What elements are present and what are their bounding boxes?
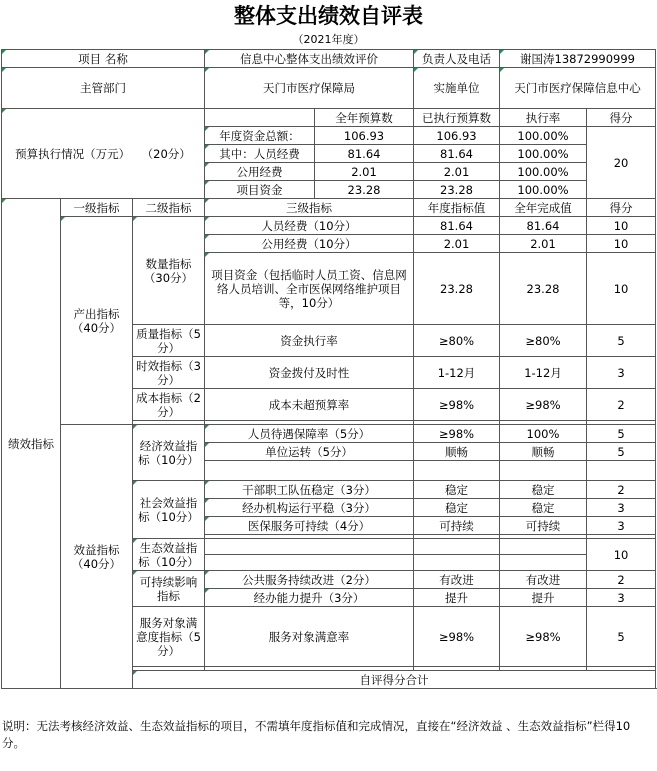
empty-cell (414, 539, 500, 555)
eco-indicator-label: 生态效益指标（10分） (133, 539, 205, 571)
evaluation-table (1, 49, 656, 689)
indicator-actual: 81.64 (500, 217, 587, 235)
indicator-actual: 1-12月 (500, 357, 587, 389)
empty-cell (500, 461, 587, 481)
indicator-actual: ≥98% (500, 607, 587, 667)
indicator-target: 81.64 (414, 217, 500, 235)
budget-score: 20 (587, 127, 656, 199)
budget-executed: 81.64 (414, 145, 500, 163)
indicator-actual: 稳定 (500, 481, 587, 499)
satisfaction-indicator-label: 服务对象满意度指标（5分） (133, 607, 205, 667)
col-header-rate: 执行率 (500, 109, 587, 127)
project-name-label: 项目 名称 (2, 50, 205, 68)
indicator-actual: 23.28 (500, 253, 587, 325)
table-row (2, 199, 656, 217)
indicator-score: 10 (587, 253, 656, 325)
indicator-target: 有改进 (414, 571, 500, 589)
indicator-target: ≥98% (414, 607, 500, 667)
col-header-level2: 二级指标 (133, 199, 205, 217)
indicator-target: ≥80% (414, 325, 500, 357)
indicator-target: ≥98% (414, 389, 500, 421)
col-header-total: 全年预算数 (315, 109, 414, 127)
indicator-score: 3 (587, 499, 656, 517)
budget-row-label: 公用经费 (205, 163, 315, 181)
indicator-name: 公共服务持续改进（2分） (205, 571, 414, 589)
indicator-name: 医保服务可持续（4分） (205, 517, 414, 535)
budget-rate: 100.00% (500, 127, 587, 145)
economic-indicator-label: 经济效益指标（10分） (133, 425, 205, 481)
effect-indicator-label: 效益指标（40分） (61, 425, 133, 689)
table-row (2, 50, 656, 68)
budget-executed: 2.01 (414, 163, 500, 181)
budget-executed: 23.28 (414, 181, 500, 199)
report-year: （2021年度） (292, 33, 365, 46)
quantity-indicator-label: 数量指标（30分） (133, 217, 205, 325)
perf-label: 绩效指标 (2, 199, 61, 689)
budget-rate: 100.00% (500, 163, 587, 181)
indicator-name: 资金执行率 (205, 325, 414, 357)
contact-value: 谢国涛13872990999 (500, 50, 656, 68)
indicator-name: 公用经费（10分） (205, 235, 414, 253)
quality-indicator-label: 质量指标（5分） (133, 325, 205, 357)
indicator-score: 2 (587, 571, 656, 589)
indicator-name: 服务对象满意率 (205, 607, 414, 667)
indicator-target: 23.28 (414, 253, 500, 325)
sustain-indicator-label: 可持续影响指标 (133, 571, 205, 607)
empty-cell (587, 461, 656, 481)
indicator-name: 资金拨付及时性 (205, 357, 414, 389)
table-row (2, 109, 656, 127)
indicator-target: 1-12月 (414, 357, 500, 389)
table-row (2, 68, 656, 109)
indicator-target: 稳定 (414, 499, 500, 517)
indicator-name: 成本未超预算率 (205, 389, 414, 421)
col-header-score: 得分 (587, 199, 656, 217)
note-text: 说明：无法考核经济效益、生态效益指标的项目，不需填年度指标值和完成情况，直接在“经济效益 、生态效益指标”栏得10分。 (2, 719, 631, 750)
indicator-score: 5 (587, 325, 656, 357)
table-row (2, 217, 656, 235)
indicator-actual: 2.01 (500, 235, 587, 253)
indicator-name: 单位运转（5分） (205, 443, 414, 461)
indicator-score: 5 (587, 443, 656, 461)
empty-cell (205, 555, 414, 571)
dept-label: 主管部门 (2, 68, 205, 109)
indicator-score: 2 (587, 481, 656, 499)
budget-executed: 106.93 (414, 127, 500, 145)
indicator-score: 3 (587, 517, 656, 535)
indicator-actual: 有改进 (500, 571, 587, 589)
indicator-name: 干部职工队伍稳定（3分） (205, 481, 414, 499)
indicator-name: 人员经费（10分） (205, 217, 414, 235)
impl-label: 实施单位 (414, 68, 500, 109)
empty-cell (414, 461, 500, 481)
indicator-score: 10 (587, 217, 656, 235)
indicator-score: 10 (587, 235, 656, 253)
timeliness-indicator-label: 时效指标（3分） (133, 357, 205, 389)
budget-row-label: 年度资金总额： (205, 127, 315, 145)
table-row (2, 425, 656, 443)
cost-indicator-label: 成本指标（2分） (133, 389, 205, 421)
empty-cell (205, 539, 414, 555)
col-header-actual: 全年完成值 (500, 199, 587, 217)
col-header-target: 年度指标值 (414, 199, 500, 217)
page-title: 整体支出绩效自评表 (234, 3, 423, 28)
indicator-actual: 100% (500, 425, 587, 443)
indicator-score: 5 (587, 425, 656, 443)
indicator-score: 5 (587, 607, 656, 667)
budget-total: 106.93 (315, 127, 414, 145)
budget-rate: 100.00% (500, 145, 587, 163)
indicator-actual: ≥80% (500, 325, 587, 357)
eco-score: 10 (587, 539, 656, 571)
indicator-name: 经办机构运行平稳（3分） (205, 499, 414, 517)
contact-label: 负责人及电话 (414, 50, 500, 68)
indicator-target: 稳定 (414, 481, 500, 499)
empty-cell (414, 555, 500, 571)
output-indicator-label: 产出指标（40分） (61, 217, 133, 425)
indicator-actual: 稳定 (500, 499, 587, 517)
col-header-score: 得分 (587, 109, 656, 127)
total-label: 自评得分合计 (133, 671, 656, 689)
col-header-level1: 一级指标 (61, 199, 133, 217)
budget-total: 81.64 (315, 145, 414, 163)
empty-cell (500, 539, 587, 555)
col-header-executed: 已执行预算数 (414, 109, 500, 127)
budget-row-label: 项目资金 (205, 181, 315, 199)
social-indicator-label: 社会效益指标（10分） (133, 481, 205, 539)
indicator-target: 可持续 (414, 517, 500, 535)
budget-label: 预算执行情况（万元） （20分） (2, 109, 205, 199)
empty-cell (205, 461, 414, 481)
empty-cell (500, 555, 587, 571)
impl-value: 天门市医疗保障信息中心 (500, 68, 656, 109)
indicator-target: 2.01 (414, 235, 500, 253)
indicator-name: 项目资金（包括临时人员工资、信息网络人员培训、全市医保网络维护项目等，10分） (205, 253, 414, 325)
col-header-level3: 三级指标 (205, 199, 414, 217)
budget-row-label: 其中：人员经费 (205, 145, 315, 163)
indicator-actual: 可持续 (500, 517, 587, 535)
indicator-target: 顺畅 (414, 443, 500, 461)
indicator-actual: 顺畅 (500, 443, 587, 461)
indicator-score: 3 (587, 589, 656, 607)
budget-blank-cell (205, 109, 315, 127)
indicator-actual: ≥98% (500, 389, 587, 421)
budget-rate: 100.00% (500, 181, 587, 199)
project-name-value: 信息中心整体支出绩效评价 (205, 50, 414, 68)
indicator-score: 3 (587, 357, 656, 389)
indicator-target: 提升 (414, 589, 500, 607)
dept-value: 天门市医疗保障局 (205, 68, 414, 109)
indicator-name: 人员待遇保障率（5分） (205, 425, 414, 443)
indicator-score: 2 (587, 389, 656, 421)
indicator-name: 经办能力提升（3分） (205, 589, 414, 607)
budget-total: 23.28 (315, 181, 414, 199)
indicator-actual: 提升 (500, 589, 587, 607)
budget-total: 2.01 (315, 163, 414, 181)
indicator-target: ≥98% (414, 425, 500, 443)
